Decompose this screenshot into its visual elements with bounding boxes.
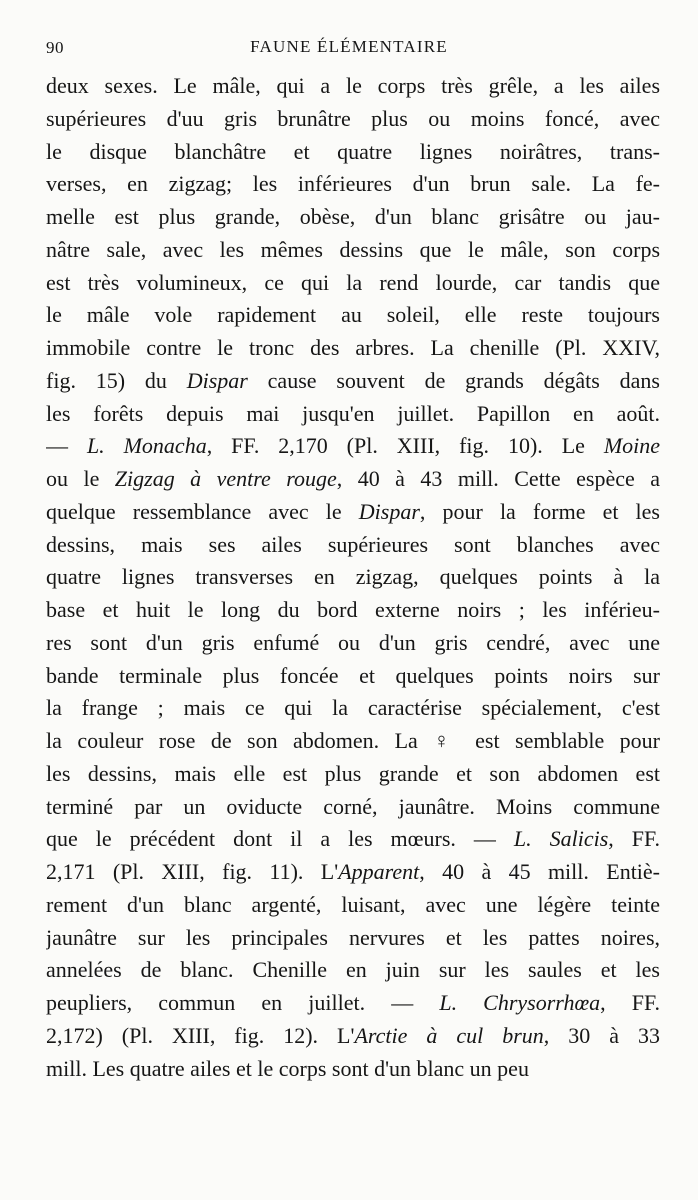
text-run: res sont d'un gris enfumé ou d'un gris cendré, avec une <box>46 629 660 655</box>
text-line <box>46 758 660 791</box>
text-run: verses, en zigzag; les inférieures d'un brun sale. La fe- <box>46 171 660 197</box>
text-line <box>46 1053 660 1086</box>
text-line <box>46 627 660 660</box>
text-run: — <box>46 433 87 459</box>
text-line <box>46 430 660 463</box>
text-line <box>46 561 660 594</box>
text-line <box>46 856 660 889</box>
text-run: , FF. <box>608 826 660 852</box>
text-line <box>46 954 660 987</box>
text-run: ou le <box>46 466 115 491</box>
text-line <box>46 398 660 431</box>
text-line <box>46 1020 660 1053</box>
text-run: base et huit le long du bord externe noirs ; les inférieu- <box>46 597 660 622</box>
text-run: les dessins, mais elle est plus grande et son abdomen est <box>46 760 660 786</box>
text-run: , 40 à 45 mill. Entiè- <box>419 859 660 884</box>
text-run: , FF. 2,170 (Pl. XIII, fig. 10). Le <box>206 433 604 459</box>
text-run: 2,171 (Pl. XIII, fig. 11). L' <box>46 859 339 884</box>
text-run: supérieures d'uu gris brunâtre plus ou moins foncé, avec <box>46 105 660 131</box>
text-line <box>46 791 660 824</box>
text-line <box>46 529 660 562</box>
text-line <box>46 299 660 332</box>
text-line <box>46 922 660 955</box>
text-line <box>46 692 660 725</box>
text-run: dessins, mais ses ailes supérieures sont blanches avec <box>46 531 660 557</box>
running-title: FAUNE ÉLÉMENTAIRE <box>250 37 448 56</box>
italic-text: L. Chrysorrhœa <box>439 990 601 1015</box>
italic-text: Apparent <box>338 859 420 884</box>
text-run: le mâle vole rapidement au soleil, elle reste toujours <box>46 302 660 328</box>
text-run: quatre lignes transverses en zigzag, quelques points à la <box>46 564 660 590</box>
text-run: est très volumineux, ce qui la rend lourde, car tandis que <box>46 269 660 295</box>
text-line <box>46 168 660 201</box>
text-line <box>46 136 660 169</box>
text-line <box>46 463 660 496</box>
text-run: la frange ; mais ce qui la caractérise spécialement, c'est <box>46 695 660 721</box>
text-run: mill. Les quatre ailes et le corps sont d'un blanc un peu <box>46 1055 529 1081</box>
text-line <box>46 594 660 627</box>
text-run: annelées de blanc. Chenille en juin sur les saules et les <box>46 957 660 983</box>
body-text <box>46 70 660 1085</box>
text-run: , FF. <box>600 990 660 1015</box>
text-line <box>46 823 660 856</box>
page-number: 90 <box>46 38 64 57</box>
italic-text: L. Monacha <box>86 433 207 459</box>
text-run: fig. 15) du <box>46 367 187 393</box>
text-line <box>46 103 660 136</box>
italic-text: Dispar <box>358 498 420 524</box>
text-run: , 40 à 43 mill. Cette espèce a <box>336 466 660 491</box>
text-run: la couleur rose de son abdomen. La ♀ est semblable pour <box>46 728 660 753</box>
text-line <box>46 889 660 922</box>
italic-text: Dispar <box>186 367 248 393</box>
text-run: jaunâtre sur les principales nervures et les pattes noires, <box>46 924 660 950</box>
text-line <box>46 987 660 1020</box>
italic-text: Arctie à cul brun <box>354 1022 544 1048</box>
italic-text: Moine <box>603 433 660 459</box>
text-run: , 30 à 33 <box>543 1022 660 1048</box>
text-line <box>46 70 660 103</box>
text-run: , pour la forme et les <box>419 498 660 524</box>
text-run: le disque blanchâtre et quatre lignes noirâtres, trans- <box>46 138 660 164</box>
text-run: melle est plus grande, obèse, d'un blanc grisâtre ou jau- <box>46 204 660 229</box>
text-run: peupliers, commun en juillet. — <box>46 990 440 1015</box>
text-run: que le précédent dont il a les mœurs. — <box>46 826 514 852</box>
text-line <box>46 234 660 267</box>
text-line <box>46 365 660 398</box>
text-run: cause souvent de grands dégâts dans <box>247 367 660 393</box>
text-run: terminé par un oviducte corné, jaunâtre. Moins commune <box>46 793 660 819</box>
text-line <box>46 725 660 758</box>
text-run: quelque ressemblance avec le <box>46 498 359 524</box>
text-run: immobile contre le tronc des arbres. La chenille (Pl. XXIV, <box>46 335 660 360</box>
text-line <box>46 332 660 365</box>
text-run: 2,172) (Pl. XIII, fig. 12). L' <box>46 1022 355 1048</box>
text-run: les forêts depuis mai jusqu'en juillet. Papillon en août. <box>46 400 660 426</box>
text-run: bande terminale plus foncée et quelques points noirs sur <box>46 662 660 688</box>
text-line <box>46 267 660 300</box>
text-line <box>46 496 660 529</box>
italic-text: L. Salicis <box>513 826 609 852</box>
text-run: rement d'un blanc argenté, luisant, avec une légère teinte <box>46 891 660 917</box>
text-line <box>46 201 660 234</box>
text-line <box>46 660 660 693</box>
text-run: nâtre sale, avec les mêmes dessins que le mâle, son corps <box>46 236 660 262</box>
italic-text: Zigzag à ventre rouge <box>114 466 337 491</box>
text-run: deux sexes. Le mâle, qui a le corps très grêle, a les ailes <box>46 73 660 98</box>
